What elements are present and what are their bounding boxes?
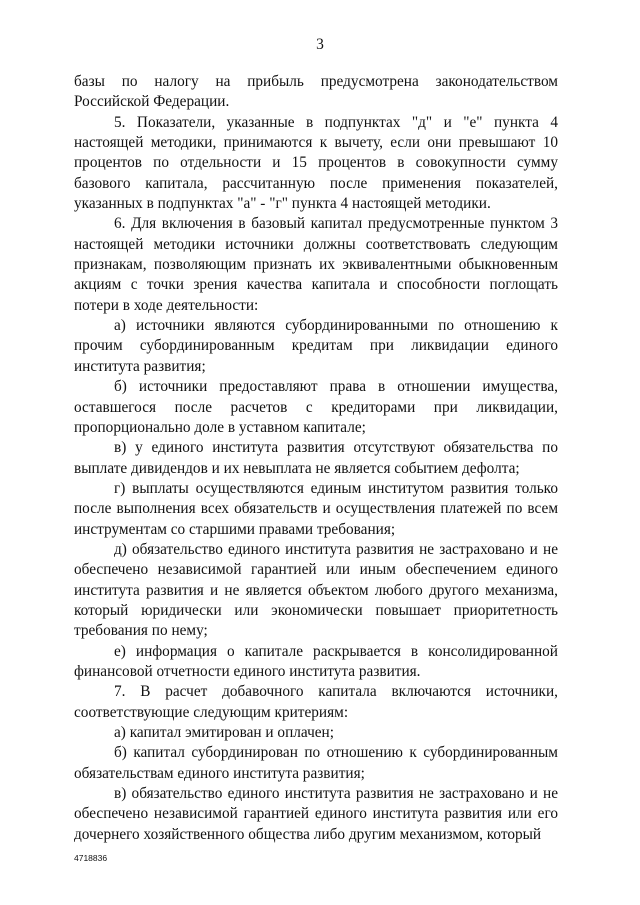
document-body xyxy=(74,72,558,845)
subitem-6b: б) источники предоставляют права в отношении имущества, оставшегося после расчетов с кредиторами при ликвидации, пропорционально доле в уставном капитале; xyxy=(74,378,558,436)
paragraph-continuation: базы по налогу на прибыль предусмотрена законодательством Российской Федерации. xyxy=(74,73,558,111)
subitem-6d: д) обязательство единого института развития не застраховано и не обеспечено независимой гарантией или иным обеспечением единого института развития и не является объектом любого другого механизма, который юридически или экономически повышает приоритетность требования по нему; xyxy=(74,540,558,640)
subitem-7b: б) капитал субординирован по отношению к субординированным обязательствам единого института развития; xyxy=(74,744,558,782)
document-id: 4718836 xyxy=(74,853,108,863)
subitem-6e: е) информация о капитале раскрывается в консолидированной финансовой отчетности единого института развития. xyxy=(74,642,558,680)
paragraph-item-5: 5. Показатели, указанные в подпунктах "д" и "е" пункта 4 настоящей методики, принимаются к вычету, если они превышают 10 процентов по отдельности и 15 процентов в совокупности сумму базового капитала, рассчитанную после применения показателей, указанных в подпунктах "а" - "г" пункта 4 настоящей методики. xyxy=(74,113,558,213)
page-number: 3 xyxy=(316,36,324,53)
subitem-7a: а) капитал эмитирован и оплачен; xyxy=(114,724,334,741)
subitem-7v: в) обязательство единого института развития не застраховано и не обеспечено независимой гарантией единого института развития или его дочернего хозяйственного общества либо другим механизмом, который xyxy=(74,785,558,843)
subitem-6a: а) источники являются субординированными по отношению к прочим субординированным кредитам при ликвидации единого института развития; xyxy=(74,317,558,375)
paragraph-item-7: 7. В расчет добавочного капитала включаются источники, соответствующие следующим критериям: xyxy=(74,683,558,721)
subitem-6v: в) у единого института развития отсутствуют обязательства по выплате дивидендов и их невыплата не является событием дефолта; xyxy=(74,439,558,477)
subitem-6g: г) выплаты осуществляются единым институтом развития только после выполнения всех обязательств и осуществления платежей по всем инструментам со старшими правами требования; xyxy=(74,479,558,538)
paragraph-item-6: 6. Для включения в базовый капитал предусмотренные пунктом 3 настоящей методики источники должны соответствовать следующим признакам, позволяющим признать их эквивалентными обыкновенным акциям с точки зрения качества капитала и способности поглощать потери в ходе деятельности: xyxy=(74,215,558,314)
